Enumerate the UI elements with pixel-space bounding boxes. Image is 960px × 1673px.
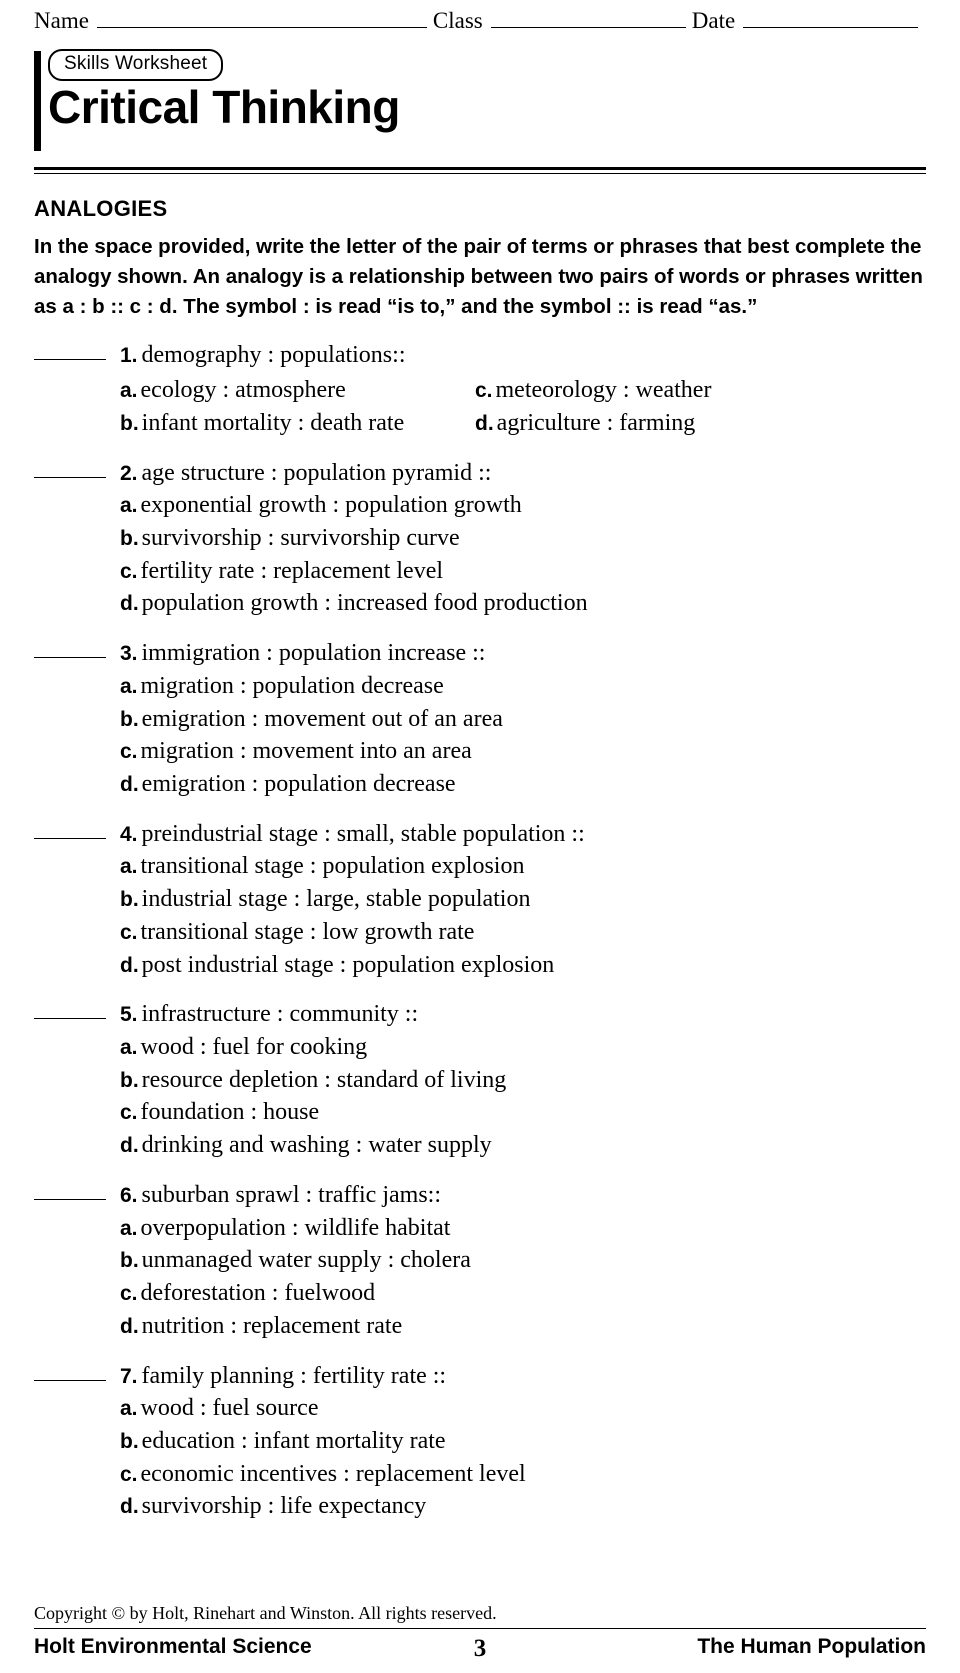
- question-item: [34, 340, 926, 438]
- footer-chapter-title: The Human Population: [697, 1635, 926, 1658]
- question-stem: [120, 458, 926, 489]
- question-number: 4.: [120, 822, 138, 846]
- choice-option[interactable]: [120, 1311, 926, 1342]
- choice-text: migration : population decrease: [140, 672, 444, 699]
- choice-letter: d.: [120, 953, 139, 977]
- title-divider-thin: [34, 173, 926, 174]
- choice-letter: a.: [120, 855, 138, 879]
- question-stem: [120, 819, 926, 850]
- choice-option[interactable]: [120, 556, 926, 587]
- choice-letter: b.: [120, 1429, 139, 1453]
- choice-option[interactable]: [120, 1426, 926, 1457]
- choice-text: resource depletion : standard of living: [141, 1066, 507, 1093]
- choice-text: nutrition : replacement rate: [141, 1312, 403, 1339]
- choice-option[interactable]: [120, 1393, 926, 1424]
- question-number: 2.: [120, 461, 138, 485]
- choice-text: exponential growth : population growth: [140, 492, 522, 519]
- choice-text: economic incentives : replacement level: [140, 1460, 526, 1487]
- choice-text: survivorship : life expectancy: [141, 1493, 427, 1520]
- choice-letter: c.: [120, 1282, 138, 1306]
- choice-option[interactable]: [120, 1278, 926, 1309]
- choice-option[interactable]: [120, 523, 926, 554]
- choice-option[interactable]: [120, 1097, 926, 1128]
- question-item: [34, 1180, 926, 1342]
- choice-list: [120, 671, 926, 800]
- choice-option[interactable]: [120, 851, 926, 882]
- choice-letter: b.: [120, 1249, 139, 1273]
- choice-letter: b.: [120, 411, 139, 435]
- choice-text: education : infant mortality rate: [141, 1427, 446, 1454]
- copyright-text: Copyright © by Holt, Rinehart and Winston. All rights reserved.: [34, 1603, 497, 1623]
- choice-letter: d.: [120, 1495, 139, 1519]
- choice-letter: b.: [120, 1068, 139, 1092]
- answer-blank[interactable]: [34, 477, 106, 478]
- choice-text: transitional stage : low growth rate: [140, 918, 475, 945]
- choice-letter: b.: [120, 888, 139, 912]
- question-item: [34, 458, 926, 620]
- choice-text: transitional stage : population explosion: [140, 853, 525, 880]
- question-text: age structure : population pyramid ::: [141, 459, 492, 486]
- choice-option[interactable]: [120, 1245, 926, 1276]
- choice-option[interactable]: [120, 375, 475, 406]
- choice-letter: c.: [120, 1462, 138, 1486]
- question-number: 7.: [120, 1364, 138, 1388]
- choice-option[interactable]: [120, 408, 475, 439]
- choice-option[interactable]: [120, 1065, 926, 1096]
- choice-text: overpopulation : wildlife habitat: [140, 1214, 451, 1241]
- choice-option[interactable]: [120, 1130, 926, 1161]
- choice-letter: b.: [120, 707, 139, 731]
- choice-letter: a.: [120, 1036, 138, 1060]
- footer-divider: [34, 1628, 926, 1629]
- question-number: 1.: [120, 344, 138, 368]
- choice-option[interactable]: [120, 671, 926, 702]
- choice-text: population growth : increased food production: [141, 590, 588, 617]
- choice-letter: c.: [120, 559, 138, 583]
- choice-option[interactable]: [120, 917, 926, 948]
- choice-list: [120, 1032, 926, 1161]
- choice-list: [120, 490, 926, 619]
- page-footer: [34, 1603, 926, 1662]
- question-item: [34, 819, 926, 981]
- choice-letter: b.: [120, 526, 139, 550]
- choice-letter: d.: [120, 592, 139, 616]
- choice-option[interactable]: [120, 769, 926, 800]
- choice-letter: d.: [475, 411, 494, 435]
- question-text: demography : populations::: [141, 342, 406, 369]
- footer-book-title: Holt Environmental Science: [34, 1635, 312, 1658]
- title-divider-thick: [34, 167, 926, 170]
- answer-blank[interactable]: [34, 359, 106, 360]
- choice-option[interactable]: [120, 1213, 926, 1244]
- choice-text: infant mortality : death rate: [141, 409, 405, 436]
- choice-text: migration : movement into an area: [140, 738, 472, 765]
- choice-option[interactable]: [475, 408, 926, 439]
- student-id-line: [34, 0, 926, 42]
- choice-text: agriculture : farming: [496, 409, 696, 436]
- question-number: 3.: [120, 642, 138, 666]
- choice-option[interactable]: [120, 736, 926, 767]
- choice-option[interactable]: [120, 1032, 926, 1063]
- choice-letter: c.: [120, 1101, 138, 1125]
- choice-option[interactable]: [120, 1459, 926, 1490]
- question-item: [34, 999, 926, 1161]
- choice-letter: a.: [120, 379, 138, 403]
- class-blank[interactable]: [491, 27, 686, 28]
- date-blank[interactable]: [743, 27, 918, 28]
- choice-text: wood : fuel for cooking: [140, 1034, 368, 1061]
- choice-text: post industrial stage : population explosion: [141, 951, 555, 978]
- choice-text: fertility rate : replacement level: [140, 557, 444, 584]
- question-text: preindustrial stage : small, stable population ::: [141, 820, 585, 847]
- choice-text: survivorship : survivorship curve: [141, 524, 460, 551]
- choice-text: drinking and washing : water supply: [141, 1132, 492, 1159]
- choice-letter: a.: [120, 494, 138, 518]
- choice-text: emigration : movement out of an area: [141, 705, 503, 732]
- choice-text: foundation : house: [140, 1099, 320, 1126]
- choice-text: industrial stage : large, stable population: [141, 886, 531, 913]
- choice-option[interactable]: [120, 704, 926, 735]
- choice-letter: d.: [120, 1134, 139, 1158]
- choice-letter: a.: [120, 1397, 138, 1421]
- choice-text: deforestation : fuelwood: [140, 1280, 376, 1307]
- question-text: suburban sprawl : traffic jams::: [141, 1181, 441, 1208]
- choice-letter: c.: [120, 740, 138, 764]
- answer-blank[interactable]: [34, 1199, 106, 1200]
- question-item: [34, 638, 926, 800]
- title-block: [34, 49, 926, 161]
- name-label: Name: [34, 8, 89, 33]
- choice-option[interactable]: [120, 490, 926, 521]
- choice-text: ecology : atmosphere: [140, 377, 346, 404]
- question-number: 5.: [120, 1003, 138, 1027]
- choice-list: [120, 1393, 926, 1522]
- question-item: [34, 1361, 926, 1523]
- answer-blank[interactable]: [34, 1018, 106, 1019]
- choice-option[interactable]: [475, 375, 926, 406]
- question-stem: [120, 340, 926, 371]
- choice-letter: a.: [120, 1216, 138, 1240]
- choice-text: emigration : population decrease: [141, 771, 456, 797]
- question-stem: [120, 1180, 926, 1211]
- choice-text: unmanaged water supply : cholera: [141, 1247, 471, 1274]
- worksheet-badge: Skills Worksheet: [48, 49, 223, 81]
- page-title: Critical Thinking: [48, 80, 400, 133]
- question-stem: [120, 1361, 926, 1392]
- choice-list: [120, 851, 926, 980]
- answer-blank[interactable]: [34, 1380, 106, 1381]
- choice-list: [120, 1213, 926, 1342]
- answer-blank[interactable]: [34, 838, 106, 839]
- choice-letter: d.: [120, 1314, 139, 1338]
- choice-option[interactable]: [120, 950, 926, 981]
- page-number: 3: [473, 1635, 487, 1662]
- choice-text: meteorology : weather: [495, 377, 712, 404]
- answer-blank[interactable]: [34, 657, 106, 658]
- question-stem: [120, 638, 926, 669]
- instructions-text: In the space provided, write the letter of the pair of terms or phrases that best complete the analogy shown. An analogy is a relationship between two pairs of words or phrases written as a : b :: c : d. The symbol : is read “is to,” and the symbol :: is read “as.”: [34, 235, 923, 319]
- footer-row: [34, 1635, 926, 1662]
- name-blank[interactable]: [97, 27, 427, 28]
- question-number: 6.: [120, 1183, 138, 1207]
- questions-list: [34, 340, 926, 1522]
- question-text: infrastructure : community ::: [141, 1001, 419, 1028]
- choice-list: [120, 373, 926, 438]
- choice-letter: a.: [120, 674, 138, 698]
- date-label: Date: [691, 8, 736, 33]
- choice-letter: d.: [120, 773, 139, 796]
- choice-option[interactable]: [120, 884, 926, 915]
- choice-text: wood : fuel source: [140, 1395, 319, 1422]
- question-text: family planning : fertility rate ::: [141, 1362, 447, 1389]
- choice-letter: c.: [120, 920, 138, 944]
- question-text: immigration : population increase ::: [141, 640, 486, 667]
- question-stem: [120, 999, 926, 1030]
- section-heading: ANALOGIES: [34, 196, 168, 221]
- choice-letter: c.: [475, 379, 493, 403]
- choice-option[interactable]: [120, 1491, 926, 1522]
- choice-option[interactable]: [120, 588, 926, 619]
- class-label: Class: [432, 8, 483, 33]
